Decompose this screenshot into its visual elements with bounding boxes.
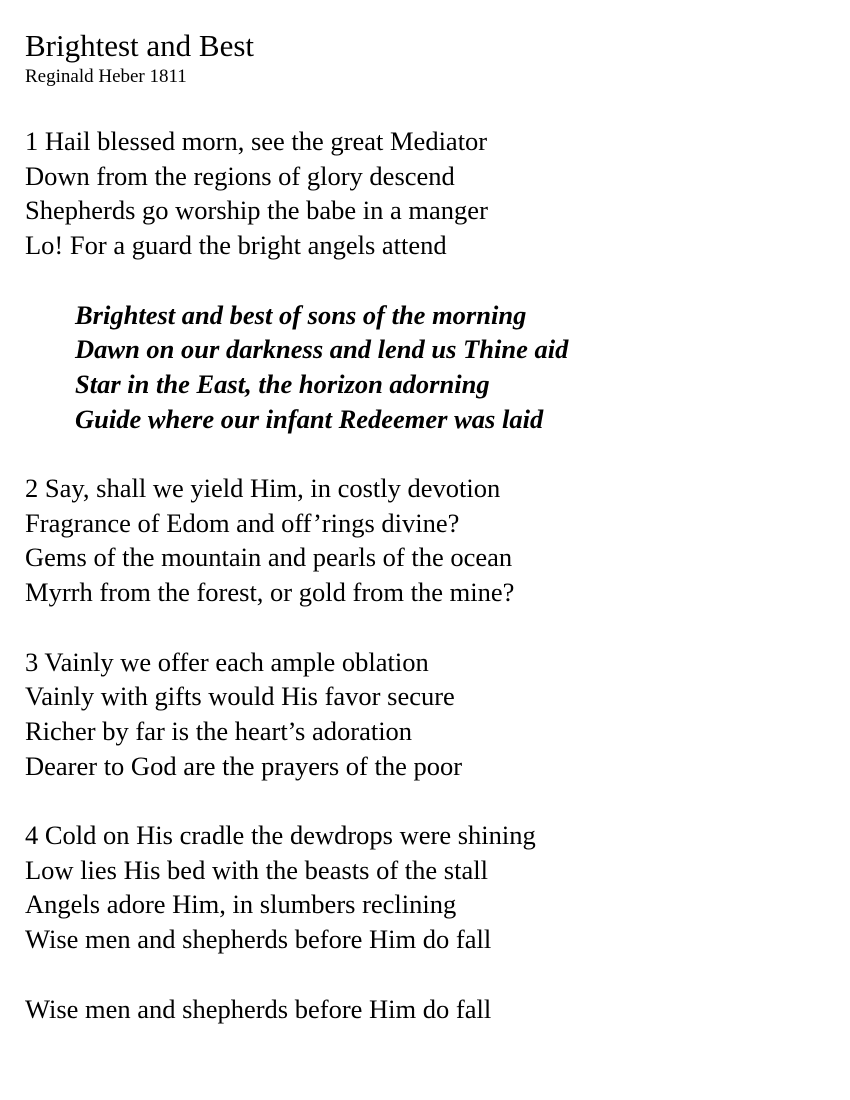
verse-4: [25, 818, 825, 957]
verse-line: Angels adore Him, in slumbers reclining: [25, 889, 457, 920]
verse-line: Lo! For a guard the bright angels attend: [25, 230, 447, 261]
verse-2: [25, 471, 825, 610]
verse-line: Dearer to God are the prayers of the poor: [25, 750, 463, 781]
verse-line: 4 Cold on His cradle the dewdrops were shining: [25, 820, 536, 850]
verse-line: Myrrh from the forest, or gold from the mine?: [25, 577, 515, 608]
chorus-line: Dawn on our darkness and lend us Thine aid: [75, 334, 569, 365]
verse-line: Gems of the mountain and pearls of the ocean: [25, 542, 513, 573]
closing-line: Wise men and shepherds before Him do fall: [25, 993, 492, 1024]
verse-3: [25, 645, 825, 784]
verse-line: Low lies His bed with the beasts of the stall: [25, 854, 488, 885]
chorus-line: Brightest and best of sons of the morning: [75, 299, 527, 330]
verse-line: Wise men and shepherds before Him do fall: [25, 924, 492, 955]
verse-line: 2 Say, shall we yield Him, in costly devotion: [25, 473, 501, 503]
verse-line: Shepherds go worship the babe in a manger: [25, 195, 488, 226]
verse-line: 3 Vainly we offer each ample oblation: [25, 646, 429, 677]
verse-line: Vainly with gifts would His favor secure: [25, 681, 455, 712]
verse-1: [25, 124, 825, 263]
chorus-line: Guide where our infant Redeemer was laid: [75, 403, 544, 434]
verse-line: Fragrance of Edom and off’rings divine?: [25, 507, 460, 538]
verse-line: Richer by far is the heart’s adoration: [25, 715, 413, 746]
hymn-author: Reginald Heber 1811: [25, 66, 187, 87]
chorus: [25, 298, 825, 437]
chorus-line: Star in the East, the horizon adorning: [75, 368, 490, 399]
verse-line: 1 Hail blessed morn, see the great Mediator: [25, 126, 488, 156]
verse-line: Down from the regions of glory descend: [25, 160, 455, 191]
closing-stanza: [25, 992, 825, 1027]
hymn-title: Brightest and Best: [25, 28, 255, 63]
hymn-document: [25, 27, 825, 1026]
